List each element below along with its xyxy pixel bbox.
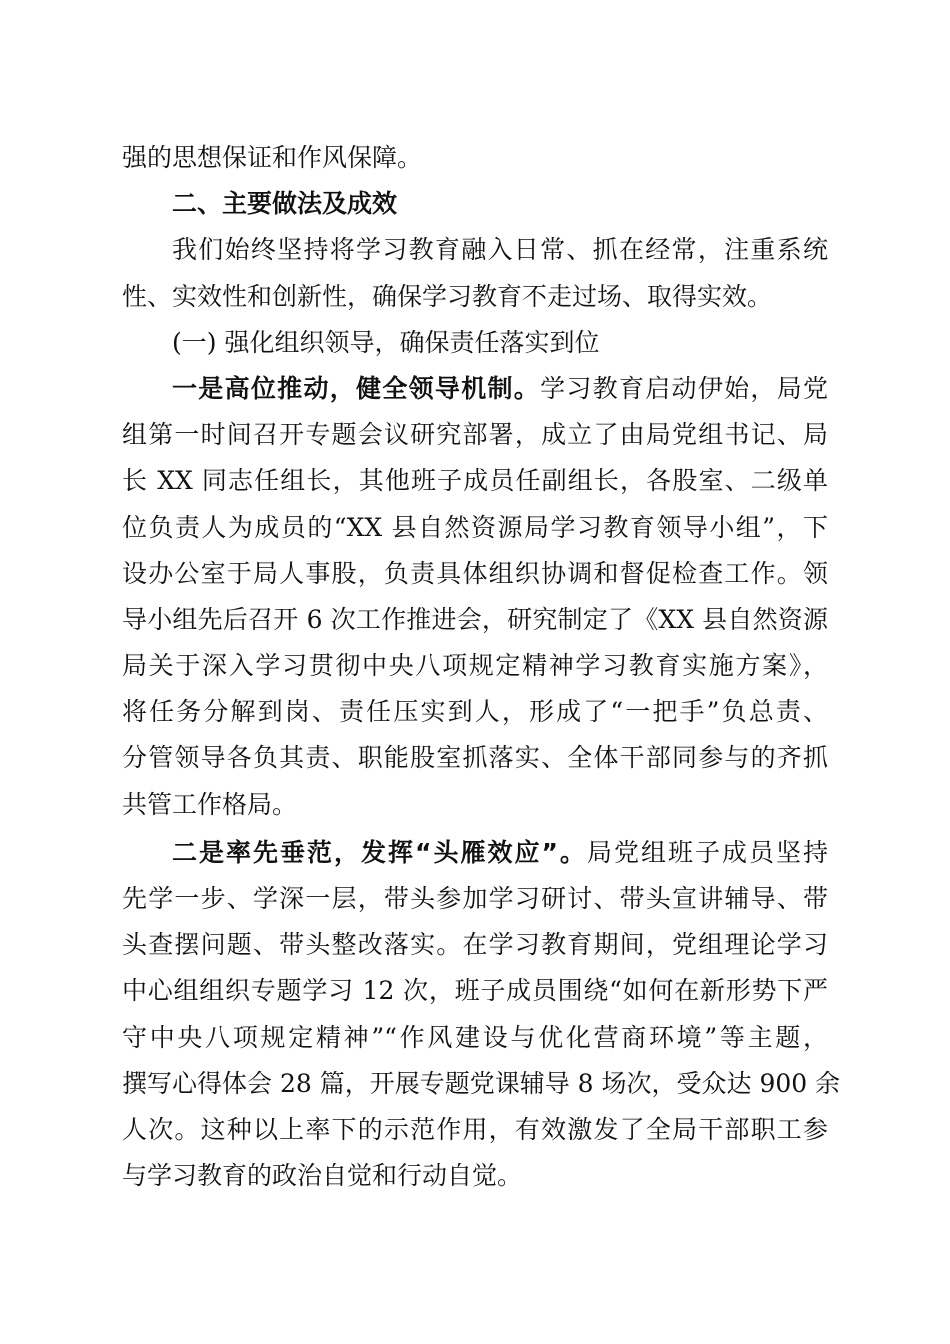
paragraph-line: 位负责人为成员的“XX 县自然资源局学习教育领导小组”，下 [122, 512, 828, 542]
paragraph-first-line [122, 830, 828, 876]
paragraph-lead-text: 二是率先垂范，发挥“头雁效应”。 [172, 837, 587, 867]
paragraph-line: 与学习教育的政治自觉和行动自觉。 [122, 1161, 523, 1191]
subsection-1-heading: (一) 强化组织领导，确保责任落实到位 [172, 327, 600, 357]
paragraph-line: 导小组先后召开 6 次工作推进会，研究制定了《XX 县自然资源 [122, 604, 828, 634]
paragraph-line: 人次。这种以上率下的示范作用，有效激发了全局干部职工参 [122, 1114, 828, 1144]
paragraph-line: 组第一时间召开专题会议研究部署，成立了由局党组书记、局 [122, 420, 828, 450]
paragraph-line: 共管工作格局。 [122, 789, 298, 819]
paragraph-line: 长 XX 同志任组长，其他班子成员任副组长，各股室、二级单 [122, 466, 828, 496]
paragraph-line: 性、实效性和创新性，确保学习教育不走过场、取得实效。 [122, 281, 773, 311]
paragraph-line: 先学一步、学深一层，带头参加学习研讨、带头宣讲辅导、带 [122, 884, 828, 913]
paragraph-high-level-push [122, 366, 828, 828]
paragraph-lead-by-example [122, 830, 841, 1200]
paragraph-first-line [122, 366, 828, 412]
paragraph-line: 头查摆问题、带头整改落实。在学习教育期间，党组理论学习 [122, 930, 828, 960]
paragraph-line-rest: 学习教育启动伊始，局党 [540, 373, 828, 403]
paragraph-line: 分管领导各负其责、职能股室抓落实、全体干部同参与的齐抓 [122, 743, 828, 773]
paragraph-line-rest: 局党组班子成员坚持 [586, 837, 828, 867]
intro-tail-line: 强的思想保证和作风保障。 [122, 143, 423, 172]
paragraph-line: 局关于深入学习贯彻中央八项规定精神学习教育实施方案》， [122, 651, 828, 681]
paragraph-lead-text: 一是高位推动，健全领导机制。 [172, 373, 541, 403]
paragraph-line: 守中央八项规定精神”“作风建设与优化营商环境”等主题， [122, 1022, 828, 1052]
paragraph-line: 撰写心得体会 28 篇，开展专题党课辅导 8 场次，受众达 900 余 [122, 1068, 841, 1098]
paragraph-line: 将任务分解到岗、责任压实到人，形成了“一把手”负总责、 [122, 697, 828, 727]
paragraph-line: 中心组组织专题学习 12 次，班子成员围绕“如何在新形势下严 [122, 976, 828, 1006]
paragraph-line: 设办公室于局人事股，负责具体组织协调和督促检查工作。领 [122, 558, 828, 588]
section-2-intro-paragraph [122, 227, 828, 319]
document-page [122, 135, 841, 1199]
paragraph-line: 我们始终坚持将学习教育融入日常、抓在经常，注重系统 [172, 235, 828, 265]
section-2-heading: 二、主要做法及成效 [172, 189, 398, 219]
